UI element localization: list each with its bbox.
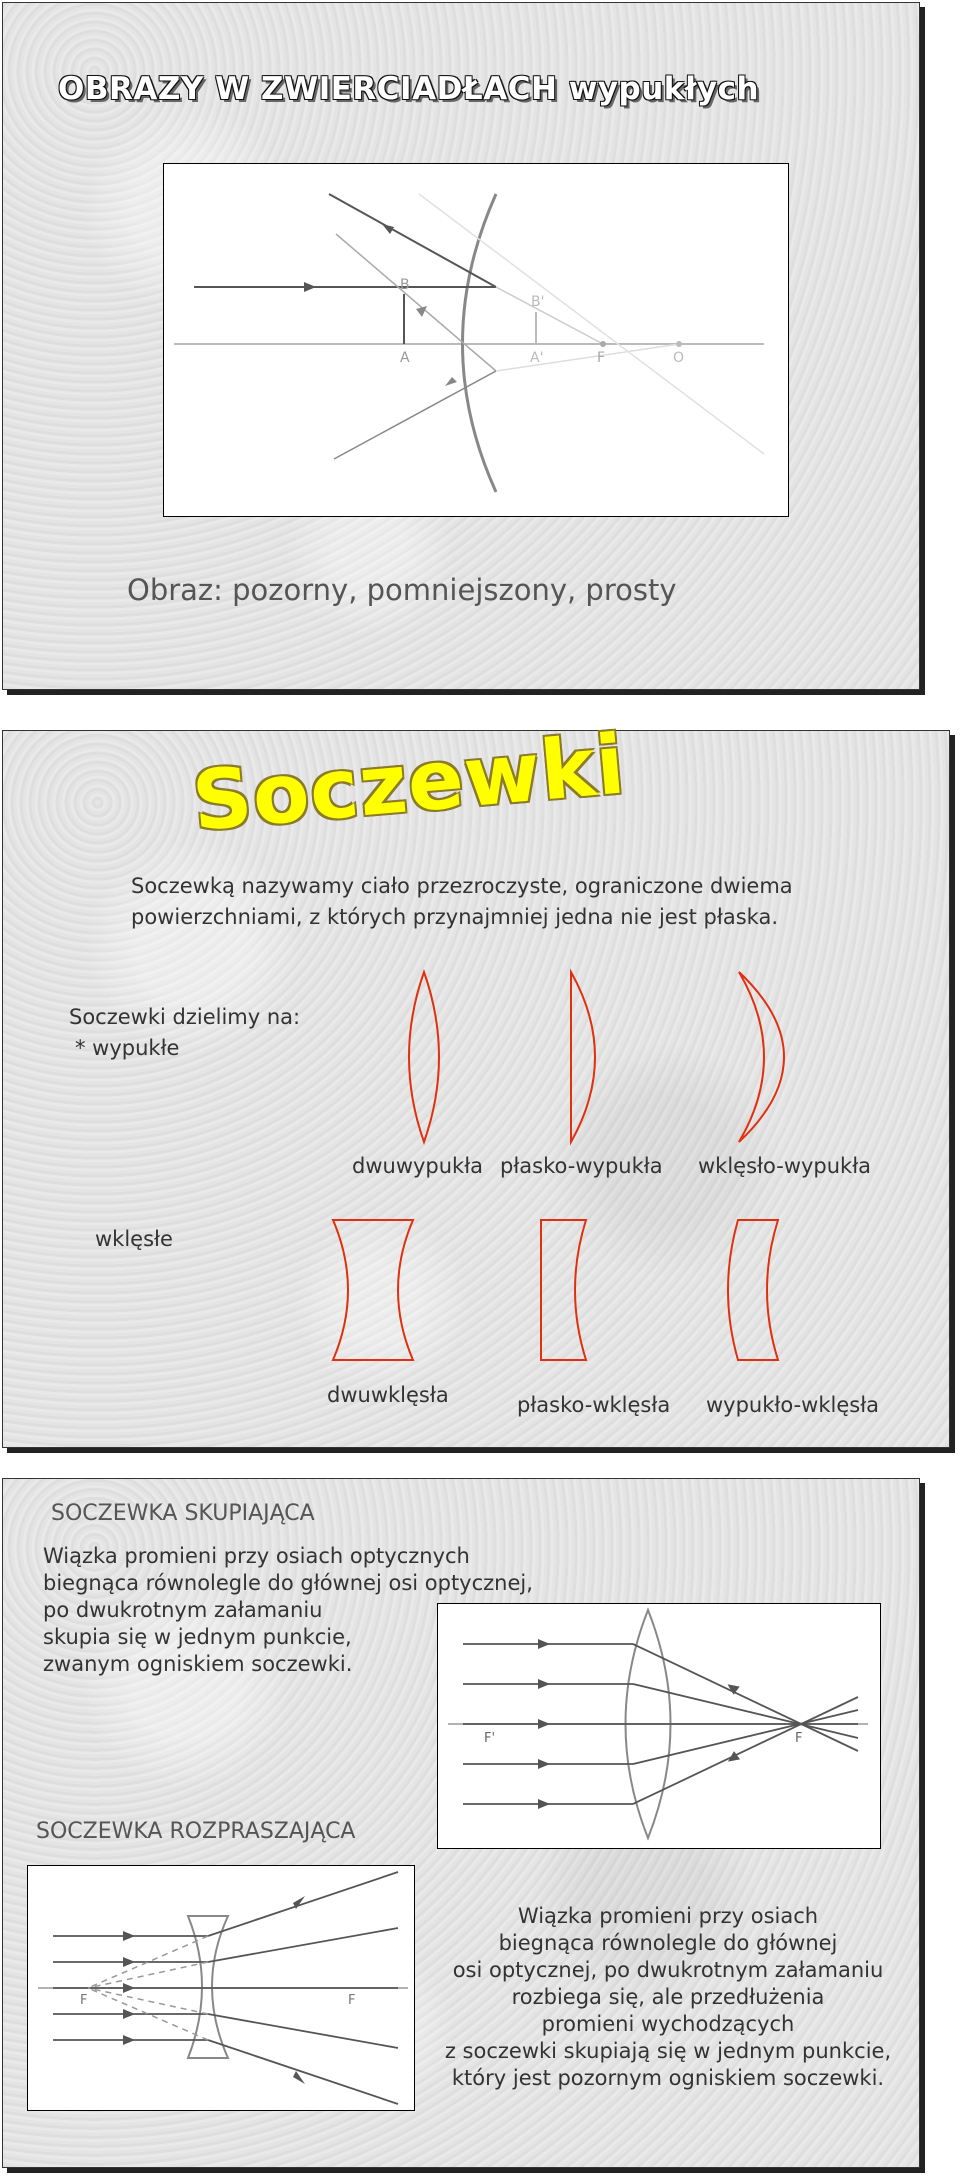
extension-to-focus [496,287,603,344]
ray-group [53,1872,398,2104]
definition-line-2: powierzchniami, z których przynajmniej jedna nie jest płaska. [131,905,778,929]
arrow-icon [382,224,394,234]
division-intro: Soczewki dzielimy na: [69,1005,301,1029]
convex-type-label: wklęsło-wypukła [698,1154,872,1178]
label-focus-left: F [80,1993,88,2008]
converging-lens-svg [438,1604,880,1848]
text-line: promieni wychodzących [541,2012,795,2036]
diverging-lens-svg [28,1866,414,2110]
extension-to-center [496,344,679,371]
incident-ray-center [336,234,496,371]
arrow-icon [304,282,316,292]
text-line: po dwukrotnym załamaniu [43,1598,323,1622]
lens-outline [188,1916,228,2058]
convex-mirror-diagram [163,163,789,517]
slide-lens-types [2,1478,920,2168]
arrow-icon [445,377,457,386]
text-line: Wiązka promieni przy osiach optycznych [43,1544,470,1568]
focus-point [600,341,606,347]
slide-title: OBRAZY W ZWIERCIADŁACH wypukłych [58,71,760,107]
concavo-convex-lens [731,967,801,1147]
label-b-object: B [400,277,410,293]
text-line: osi optycznej, po dwukrotnym załamaniu [452,1958,884,1982]
arrow-icon [416,306,427,317]
concave-heading: wklęsłe [95,1227,173,1251]
ray-group [463,1644,858,1804]
slide-lenses [2,717,950,1448]
arrow-icon [123,1896,305,2084]
reflected-ray [329,194,496,287]
text-line: z soczewki skupiają się w jednym punkcie, [444,2039,892,2063]
diverging-lens-diagram [27,1865,415,2111]
text-line: biegnąca równolegle do głównej osi optycznej, [43,1571,533,1595]
text-line: skupia się w jednym punkcie, [43,1625,352,1649]
text-line: rozbiega się, ale przedłużenia [511,1985,825,2009]
diverging-title: SOCZEWKA ROZPRASZAJĄCA [36,1819,356,1844]
diverging-description [433,1903,903,2092]
concave-type-label: dwuwklęsła [327,1383,449,1407]
label-focus: F [597,350,606,366]
text-line: zwanym ogniskiem soczewki. [43,1652,353,1676]
slide-convex-mirror [2,2,920,690]
label-center: O [673,350,685,366]
text-line: Wiązka promieni przy osiach [517,1904,819,1928]
slide-title: Soczewki [188,717,630,850]
label-focus-right: F [795,1731,803,1746]
label-a-image: A' [530,350,544,366]
converging-lens-diagram [437,1603,881,1849]
convex-heading: * wypukłe [75,1036,180,1060]
convex-mirror-svg [164,164,788,516]
image-caption: Obraz: pozorny, pomniejszony, prosty [127,573,677,607]
convex-type-label: dwuwypukła [352,1154,484,1178]
label-a-object: A [400,350,410,366]
plano-convex-lens [563,967,623,1147]
text-line: który jest pozornym ogniskiem soczewki. [451,2066,885,2090]
concave-type-label: wypukło-wklęsła [706,1393,880,1417]
label-focus-right: F [348,1993,356,2008]
convexo-concave-lens [718,1215,788,1365]
text-line: biegnąca równolegle do głównej [498,1931,838,1955]
plano-concave-lens [536,1215,596,1365]
center-point [676,341,682,347]
convex-type-label: płasko-wypukła [500,1154,663,1178]
definition-line-1: Soczewką nazywamy ciało przezroczyste, ograniczone dwiema [131,874,793,898]
biconcave-lens [328,1215,418,1365]
concave-type-label: płasko-wklęsła [517,1393,671,1417]
biconvex-lens [398,967,458,1147]
converging-title: SOCZEWKA SKUPIAJĄCA [51,1501,315,1526]
label-b-image: B' [531,294,545,310]
lens-definition [131,871,793,933]
label-focus-left: F' [484,1731,496,1746]
